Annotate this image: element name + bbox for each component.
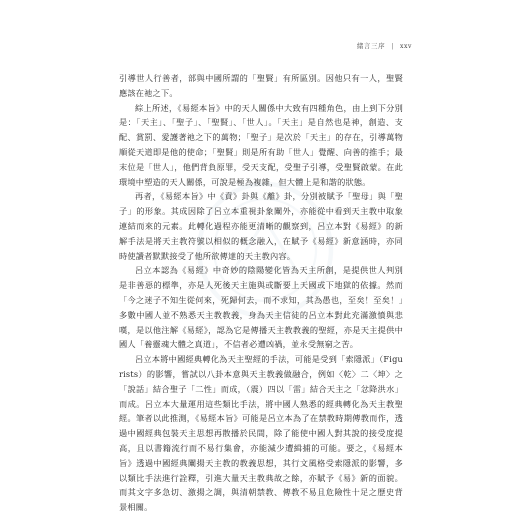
body-text [119,71,403,515]
page-number: xxv [400,43,412,50]
paragraph-continuation: 引導世人行善者，部與中國所謂的「聖賢」有所區別。因他只有一人，聖賢應該在祂之下。 [119,73,403,98]
paragraph-summary: 綜上所述，《易經本旨》中的天人關係中大致有四種角色，由上到下分別是：「天主」、「聖子」、「聖賢」、「世人」。「天主」是自然也是神，創造、支配、賞罰、愛護著祂之下的萬物；「聖子」是次於「天主」的存在，引導萬物順從天道即是他的使命；「聖賢」則是所有助「世人」覺醒、向善的推手；最末位是「世人」，他們背負原罪，受天支配，受聖子引導，受聖賢啟蒙。在此環境中塑造的天人關係，可說是極為複雜，但大體上是和諧的狀態。 [119,102,403,187]
paragraph-symbols: 再者，《易經本旨》中《賁》卦與《離》卦，分別被賦予「聖母」與「聖子」的形象。其成因除了呂立本重視卦象闡外，亦能從中看到天主教中取象連結而來的元素。此轉化過程亦能更清晰的觀察到，呂立本對《易經》的新解手法是將天主教符號以相似的概念融入，在賦予《易經》新意涵時，亦同時使讀者默默接受了他所欲傳達的天主教內容。 [119,191,403,261]
running-head [357,41,412,50]
header-separator: | [391,42,395,50]
running-title: 緒言三序 [356,42,386,50]
paragraph-purpose: 呂立本認為《易經》中奇妙的陰陽變化皆為天主所創，是提供世人判別是非善惡的標準，亦是人死後天主施與或斷要上天國或下地獄的依據。然而「今之迷子不知生從何來，死歸何去，而不求知，其為愚也，至矣！至矣！」多數中國人並不熟悉天主教教義，身為天主信徒的呂立本對此充滿激憤與悲嘆，是以他注解《易經》，認為它是傳播天主教教義的聖經，亦是天主提供中國人「養靈魂大體之真道」，不信者必遭凶禍，並永受無窮之苦。 [119,265,403,350]
paragraph-method: 呂立本將中國經典轉化為天主聖經的手法，可能是受到「索隱派」（Figurists）的影響，嘗試以八卦本意與天主教義做融合，例如〈乾〉二〈坤〉之「說話」結合聖子「二性」而成，（震）四以「雷」結合天主之「忿降洪水」而成。呂立本大量運用這些類比手法，將中國人熟悉的經典轉化為天主教聖經。筆者以此推測，《易經本旨》可能是呂立本為了在禁教時期傳教而作，透過中國經典包裝天主思想再散播於民間，除了能使中國人對其說的接受度提高，且以書籍流行而不易行集會，亦能減少遭緝捕的可能。要之，《易經本旨》透過中國經典闡揚天主教的教義思想，其行文風格受索隱派的影響，多以類比手法進行詮釋，引進大量天主教典故之餘，亦賦予《易》新的面貌。而其文字多急切、激揚之調，與清朝禁教、傳教不易且危險性十足之歷史背景相關。 [119,354,403,513]
